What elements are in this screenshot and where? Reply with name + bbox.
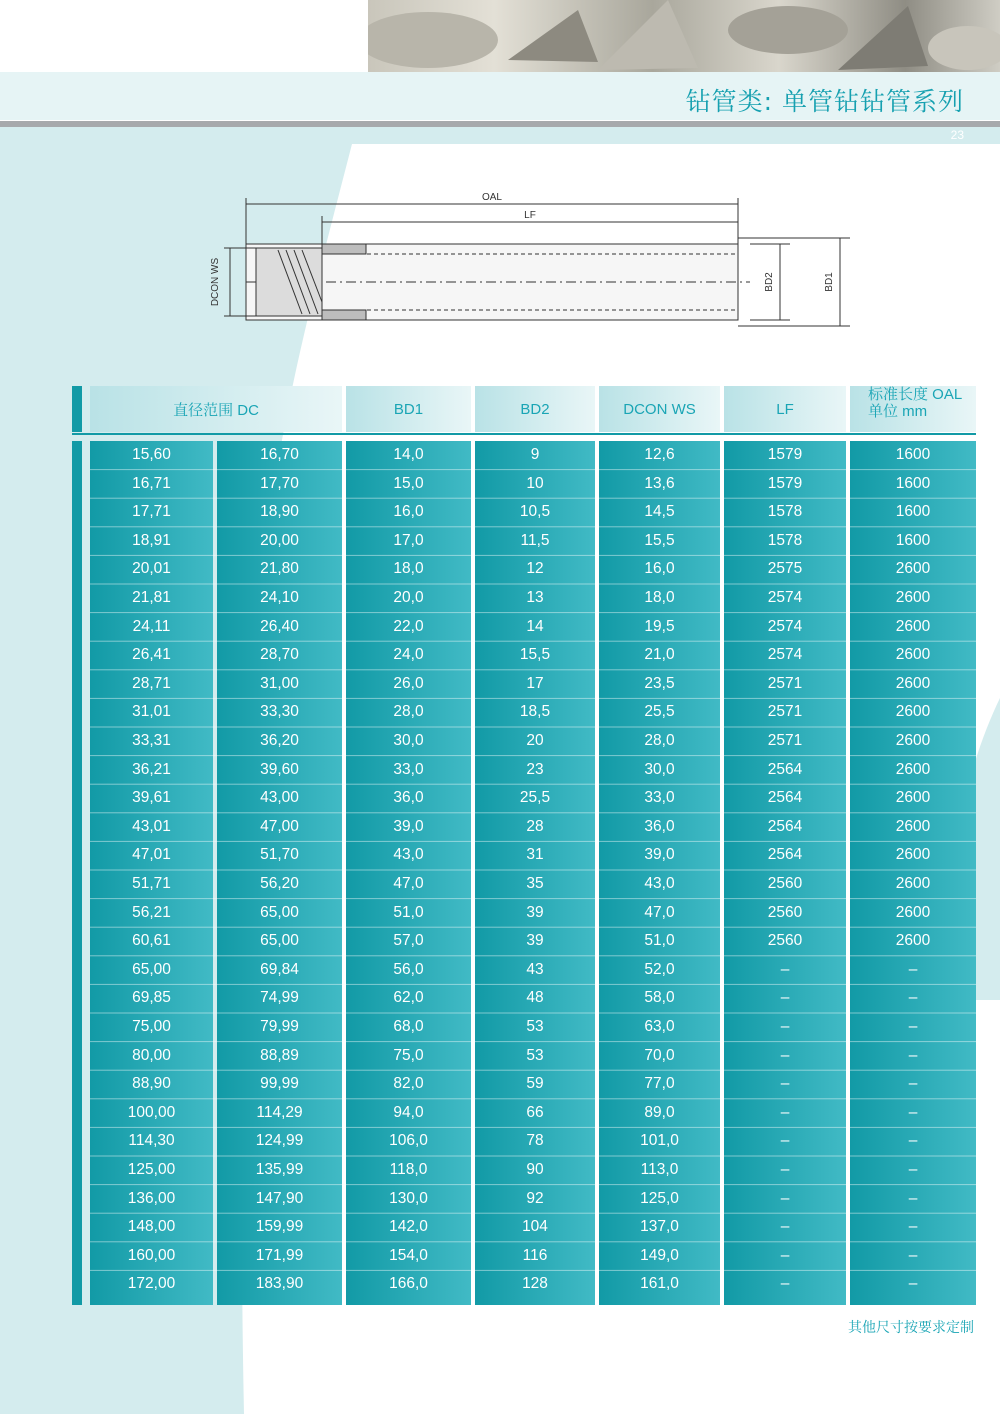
cell-r8-c1: 31,00 [260, 674, 299, 692]
cell-r7-c3: 15,5 [519, 646, 551, 664]
cell-r13-c2: 39,0 [393, 817, 424, 835]
cell-r9-c1: 33,30 [260, 703, 299, 721]
cell-r20-c6: – [908, 1018, 918, 1035]
cell-r29-c2: 166,0 [389, 1275, 428, 1293]
cell-r5-c2: 20,0 [393, 589, 424, 606]
header-unit: 单位 mm [868, 403, 928, 420]
cell-r8-c4: 23,5 [644, 674, 675, 692]
cell-r26-c2: 130,0 [389, 1189, 428, 1207]
label-dcon-ws: DCON WS [210, 257, 221, 307]
cell-r18-c2: 56,0 [393, 960, 424, 978]
cell-r28-c6: – [908, 1246, 918, 1264]
cell-r9-c3: 18,5 [519, 703, 551, 721]
cell-r1-c4: 13,6 [644, 474, 675, 492]
cell-r5-c4: 18,0 [644, 589, 675, 606]
cell-r2-c6: 1600 [895, 503, 931, 521]
cell-r1-c0: 16,71 [132, 474, 171, 492]
cell-r9-c2: 28,0 [393, 703, 424, 721]
cell-r3-c2: 17,0 [393, 531, 424, 549]
cell-r7-c4: 21,0 [644, 646, 675, 664]
cell-r2-c2: 16,0 [393, 503, 424, 521]
cell-r28-c3: 116 [522, 1246, 548, 1264]
cell-r10-c6: 2600 [895, 732, 931, 749]
cell-r8-c6: 2600 [895, 674, 931, 692]
cell-r2-c5: 1578 [767, 503, 803, 521]
cell-r16-c4: 47,0 [644, 903, 675, 921]
header-dcon-ws: DCON WS [623, 400, 696, 418]
header-underline [72, 433, 976, 435]
cell-r17-c0: 60,61 [132, 932, 171, 950]
cell-r20-c5: – [780, 1018, 790, 1035]
cell-r17-c4: 51,0 [644, 932, 675, 950]
cell-r5-c1: 24,10 [260, 589, 299, 606]
cell-r3-c4: 15,5 [644, 531, 675, 549]
cell-r5-c6: 2600 [895, 589, 931, 606]
cell-r14-c3: 31 [526, 846, 544, 864]
header-bd1: BD1 [393, 400, 424, 418]
cell-r4-c2: 18,0 [393, 560, 424, 578]
cell-r23-c2: 94,0 [393, 1103, 424, 1121]
cell-r19-c0: 69,85 [132, 989, 171, 1007]
cell-r16-c6: 2600 [895, 903, 931, 921]
cell-r21-c5: – [780, 1046, 790, 1064]
cell-r22-c4: 77,0 [644, 1075, 675, 1093]
cell-r3-c6: 1600 [895, 531, 931, 549]
cell-r26-c0: 136,00 [127, 1189, 176, 1207]
label-lf: LF [524, 210, 536, 221]
cell-r13-c4: 36,0 [644, 817, 675, 835]
cell-r21-c3: 53 [526, 1046, 544, 1064]
cell-r17-c1: 65,00 [260, 932, 299, 950]
cell-r28-c2: 154,0 [389, 1246, 428, 1264]
cell-r10-c5: 2571 [767, 732, 803, 749]
cell-r11-c3: 23 [526, 760, 544, 778]
cell-r0-c6: 1600 [895, 446, 931, 463]
cell-r24-c2: 106,0 [389, 1132, 428, 1150]
cell-r15-c1: 56,20 [260, 875, 299, 892]
cell-r29-c1: 183,90 [255, 1275, 304, 1293]
cell-r10-c0: 33,31 [132, 732, 171, 749]
cell-r25-c1: 135,99 [255, 1161, 304, 1178]
cell-r15-c6: 2600 [895, 875, 931, 892]
cell-r28-c5: – [780, 1246, 790, 1264]
cell-r3-c0: 18,91 [132, 531, 171, 549]
cell-r10-c2: 30,0 [393, 732, 424, 749]
cell-r29-c5: – [780, 1275, 790, 1293]
cell-r18-c6: – [908, 960, 918, 978]
cell-r14-c1: 51,70 [260, 846, 299, 864]
cell-r28-c1: 171,99 [255, 1246, 304, 1264]
cell-r14-c5: 2564 [767, 846, 803, 864]
cell-r25-c3: 90 [526, 1161, 544, 1178]
cell-r11-c4: 30,0 [644, 760, 675, 778]
cell-r11-c1: 39,60 [260, 760, 299, 778]
cell-r29-c6: – [908, 1275, 918, 1293]
cell-r3-c3: 11,5 [520, 531, 550, 549]
cell-r25-c5: – [780, 1161, 790, 1178]
cell-r6-c4: 19,5 [644, 617, 675, 635]
cell-r27-c3: 104 [522, 1218, 548, 1236]
cell-r21-c2: 75,0 [393, 1046, 424, 1064]
cell-r22-c3: 59 [526, 1075, 544, 1093]
cell-r13-c1: 47,00 [260, 817, 299, 835]
cell-r3-c5: 1578 [767, 531, 803, 549]
cell-r23-c3: 66 [526, 1103, 544, 1121]
cell-r26-c6: – [908, 1189, 918, 1207]
cell-r0-c1: 16,70 [260, 446, 299, 463]
cell-r6-c5: 2574 [767, 617, 803, 635]
cell-r1-c1: 17,70 [260, 474, 299, 492]
cell-r24-c5: – [780, 1132, 790, 1150]
cell-r5-c0: 21,81 [132, 589, 171, 606]
cell-r11-c6: 2600 [895, 760, 931, 778]
cell-r10-c4: 28,0 [644, 732, 675, 749]
cell-r18-c1: 69,84 [260, 960, 299, 978]
cell-r6-c0: 24,11 [132, 617, 171, 635]
cell-r25-c2: 118,0 [389, 1161, 428, 1178]
cell-r27-c1: 159,99 [255, 1218, 304, 1236]
cell-r22-c2: 82,0 [393, 1075, 424, 1093]
cell-r0-c5: 1579 [767, 446, 803, 463]
cell-r24-c6: – [908, 1132, 918, 1150]
cell-r26-c5: – [780, 1189, 790, 1207]
cell-r8-c2: 26,0 [393, 674, 424, 692]
cell-r2-c3: 10,5 [519, 503, 551, 521]
cell-r25-c0: 125,00 [127, 1161, 176, 1178]
cell-r17-c2: 57,0 [393, 932, 424, 950]
header-oal [850, 386, 976, 432]
cell-r13-c0: 43,01 [132, 817, 171, 835]
cell-r20-c3: 53 [526, 1018, 544, 1035]
cell-r13-c3: 28 [526, 817, 544, 835]
cell-r12-c2: 36,0 [393, 789, 424, 807]
cell-r27-c2: 142,0 [389, 1218, 428, 1236]
cell-r6-c2: 22,0 [393, 617, 424, 635]
cell-r0-c4: 12,6 [644, 446, 675, 463]
cell-r19-c6: – [908, 989, 918, 1007]
cell-r21-c4: 70,0 [644, 1046, 675, 1064]
cell-r11-c5: 2564 [767, 760, 803, 778]
cell-r9-c5: 2571 [767, 703, 803, 721]
cell-r24-c0: 114,30 [128, 1132, 175, 1150]
cell-r24-c3: 78 [526, 1132, 544, 1150]
custom-size-note: 其他尺寸按要求定制 [848, 1320, 974, 1336]
cell-r19-c3: 48 [526, 989, 544, 1007]
cell-r12-c1: 43,00 [260, 789, 299, 807]
cell-r13-c6: 2600 [895, 817, 931, 835]
cell-r6-c3: 14 [526, 617, 544, 635]
cell-r20-c2: 68,0 [393, 1018, 424, 1035]
cell-r24-c4: 101,0 [640, 1132, 679, 1150]
cell-r9-c0: 31,01 [132, 703, 171, 721]
cell-r14-c4: 39,0 [644, 846, 675, 864]
cell-r20-c0: 75,00 [132, 1018, 171, 1035]
cell-r27-c0: 148,00 [127, 1218, 176, 1236]
cell-r2-c0: 17,71 [132, 503, 171, 521]
cell-r13-c5: 2564 [767, 817, 803, 835]
cell-r5-c5: 2574 [767, 589, 803, 606]
cell-r0-c2: 14,0 [393, 446, 424, 463]
cell-r12-c6: 2600 [895, 789, 931, 807]
cell-r15-c4: 43,0 [644, 875, 675, 892]
cell-r7-c1: 28,70 [260, 646, 299, 664]
cell-r18-c0: 65,00 [132, 960, 171, 978]
cell-r15-c0: 51,71 [132, 875, 171, 892]
cell-r21-c6: – [908, 1046, 918, 1064]
cell-r18-c4: 52,0 [644, 960, 675, 978]
cell-r26-c3: 92 [526, 1189, 544, 1207]
page-title: 钻管类: 单管钻钻管系列 [685, 87, 964, 116]
cell-r17-c6: 2600 [895, 932, 931, 950]
header-dc-range: 直径范围 DC [173, 401, 259, 419]
cell-r20-c4: 63,0 [644, 1018, 675, 1035]
cell-r22-c1: 99,99 [260, 1075, 299, 1093]
cell-r4-c1: 21,80 [260, 560, 299, 578]
cell-r9-c6: 2600 [895, 703, 931, 721]
cell-r4-c5: 2575 [767, 560, 803, 578]
cell-r1-c2: 15,0 [393, 474, 424, 492]
cell-r27-c6: – [908, 1218, 918, 1236]
cell-r8-c3: 17 [526, 674, 544, 692]
cell-r5-c3: 13 [526, 589, 544, 606]
cell-r18-c5: – [780, 960, 790, 978]
cell-r25-c6: – [908, 1161, 918, 1178]
cell-r27-c5: – [780, 1218, 790, 1236]
cell-r0-c0: 15,60 [132, 446, 171, 463]
cell-r12-c0: 39,61 [132, 789, 171, 807]
cell-r28-c0: 160,00 [127, 1246, 176, 1264]
cell-r27-c4: 137,0 [640, 1218, 679, 1236]
cell-r12-c3: 25,5 [519, 789, 551, 807]
page-number: 23 [950, 128, 964, 142]
cell-r26-c4: 125,0 [640, 1189, 679, 1207]
cell-r29-c3: 128 [522, 1275, 548, 1293]
cell-r10-c1: 36,20 [260, 732, 299, 749]
cell-r9-c4: 25,5 [644, 703, 675, 721]
cell-r16-c0: 56,21 [132, 903, 171, 921]
cell-r16-c3: 39 [526, 903, 544, 921]
cell-r0-c3: 9 [530, 446, 540, 463]
header-bd2: BD2 [520, 400, 550, 418]
cell-r16-c1: 65,00 [260, 903, 299, 921]
body-accent-bar [72, 441, 82, 1305]
cell-r22-c0: 88,90 [132, 1075, 171, 1093]
cell-r6-c6: 2600 [895, 617, 931, 635]
cell-r15-c5: 2560 [767, 875, 803, 892]
cell-r8-c0: 28,71 [132, 674, 171, 692]
label-bd2: BD2 [764, 272, 775, 292]
label-oal: OAL [481, 192, 503, 203]
cell-r16-c2: 51,0 [393, 903, 424, 921]
cell-r19-c5: – [780, 989, 790, 1007]
cell-r12-c4: 33,0 [644, 789, 675, 807]
cell-r24-c1: 124,99 [255, 1132, 304, 1150]
cell-r4-c3: 12 [526, 560, 544, 578]
cell-r15-c3: 35 [526, 875, 544, 892]
cell-r2-c1: 18,90 [260, 503, 299, 521]
cell-r18-c3: 43 [526, 960, 544, 978]
cell-r8-c5: 2571 [767, 674, 803, 692]
cell-r1-c6: 1600 [895, 474, 931, 492]
cell-r23-c0: 100,00 [127, 1103, 176, 1121]
cell-r1-c5: 1579 [767, 474, 803, 492]
header-accent-bar [72, 386, 82, 432]
cell-r7-c2: 24,0 [393, 646, 424, 664]
cell-r23-c1: 114,29 [256, 1103, 303, 1121]
cell-r7-c5: 2574 [767, 646, 803, 664]
cell-r22-c5: – [780, 1075, 790, 1093]
cell-r26-c1: 147,90 [255, 1189, 304, 1207]
cell-r22-c6: – [908, 1075, 918, 1093]
cell-r7-c0: 26,41 [132, 646, 171, 664]
cell-r17-c5: 2560 [767, 932, 803, 950]
cell-r11-c2: 33,0 [393, 760, 424, 778]
cell-r19-c4: 58,0 [644, 989, 675, 1007]
cell-r29-c4: 161,0 [640, 1275, 679, 1293]
cell-r19-c2: 62,0 [393, 989, 424, 1007]
cell-r20-c1: 79,99 [260, 1018, 299, 1035]
cell-r14-c0: 47,01 [132, 846, 171, 864]
cell-r12-c5: 2564 [767, 789, 803, 807]
cell-r29-c0: 172,00 [127, 1275, 176, 1293]
cell-r6-c1: 26,40 [260, 617, 299, 635]
cell-r25-c4: 113,0 [640, 1161, 679, 1178]
cell-r4-c6: 2600 [895, 560, 931, 578]
cell-r15-c2: 47,0 [393, 875, 424, 892]
cell-r4-c4: 16,0 [644, 560, 675, 578]
cell-r10-c3: 20 [526, 732, 544, 749]
cell-r16-c5: 2560 [767, 903, 803, 921]
header-oal-label: 标准长度 OAL [868, 386, 963, 403]
cell-r28-c4: 149,0 [640, 1246, 679, 1264]
cell-r7-c6: 2600 [895, 646, 931, 664]
cell-r19-c1: 74,99 [260, 989, 299, 1007]
cell-r14-c2: 43,0 [393, 846, 424, 864]
cell-r11-c0: 36,21 [132, 760, 171, 778]
cell-r17-c3: 39 [526, 932, 544, 950]
cell-r14-c6: 2600 [895, 846, 931, 864]
cell-r23-c6: – [908, 1103, 918, 1121]
cell-r21-c0: 80,00 [132, 1046, 171, 1064]
cell-r3-c1: 20,00 [260, 531, 299, 549]
cell-r2-c4: 14,5 [644, 503, 675, 521]
cell-r1-c3: 10 [526, 474, 544, 492]
cell-r21-c1: 88,89 [260, 1046, 299, 1064]
label-bd1: BD1 [824, 272, 835, 292]
cell-r23-c5: – [780, 1103, 790, 1121]
cell-r23-c4: 89,0 [644, 1103, 675, 1121]
header-lf: LF [776, 400, 794, 418]
cell-r4-c0: 20,01 [132, 560, 171, 578]
